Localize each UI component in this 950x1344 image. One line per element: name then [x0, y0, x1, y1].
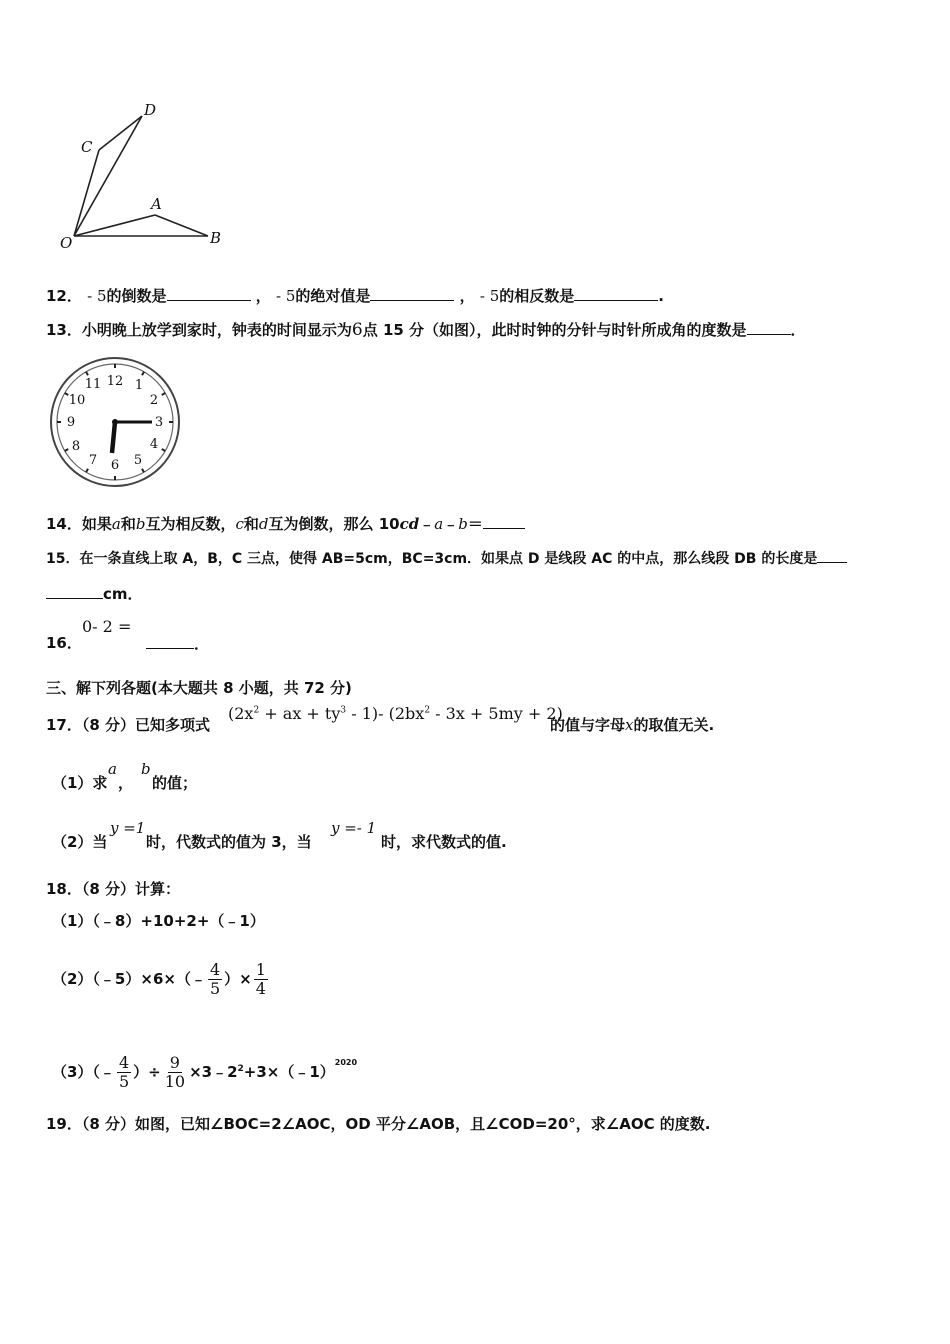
label-d: D — [144, 101, 157, 119]
q17-sep: ， — [118, 774, 134, 792]
angle-figure — [50, 98, 240, 258]
section-3-title: 三、解下列各题(本大题共 8 小题，共 72 分) — [46, 679, 352, 697]
q18-part1: （1）（﹣8）+10+2+（﹣1） — [52, 912, 265, 930]
answer-blank[interactable] — [817, 546, 847, 563]
q17-tail: 的值与字母x的取值无关. — [550, 716, 715, 734]
answer-blank[interactable] — [483, 512, 525, 529]
q17-y2: y =- 1 — [331, 819, 377, 837]
clock-figure — [48, 355, 182, 489]
fraction: $\frac{1}{4}$ — [255, 960, 266, 998]
clock-number: 8 — [71, 439, 81, 454]
clock-number: 1 — [134, 378, 144, 393]
clock-number: 5 — [133, 453, 143, 468]
label-a: A — [151, 195, 162, 213]
q16-expression: 0- 2 = — [82, 617, 132, 636]
clock-number: 11 — [84, 377, 102, 392]
clock-number: 2 — [149, 393, 159, 408]
question-19: 19．（8 分）如图，已知∠BOC=2∠AOC，OD 平分∠AOB，且∠COD=20°，求∠AOC 的度数. — [46, 1115, 711, 1133]
clock-number: 4 — [149, 437, 159, 452]
clock-number: 7 — [88, 453, 98, 468]
q18-part2: （2）（﹣5）×6×（﹣ $\frac{4}{5}$ ）× $\frac{1}{4}$ — [52, 960, 266, 998]
fraction: $\frac{9}{10}$ — [164, 1053, 186, 1091]
label-c: C — [81, 138, 93, 156]
q17-part2-end: 时，求代数式的值. — [381, 833, 507, 851]
answer-blank[interactable] — [574, 284, 658, 301]
clock-number: 6 — [110, 458, 120, 473]
q17-y1: y =1 — [110, 819, 146, 837]
question-13: 13．小明晚上放学到家时，钟表的时间显示为6点 15 分（如图），此时时钟的分针与时针所成角的度数是 ． — [46, 320, 806, 340]
q16-answer: ． — [146, 632, 209, 655]
fraction: $\frac{4}{5}$ — [209, 960, 221, 998]
clock-number: 3 — [154, 415, 164, 430]
answer-blank[interactable] — [146, 632, 194, 649]
fraction: $\frac{4}{5}$ — [118, 1053, 130, 1091]
clock-number: 10 — [68, 393, 86, 408]
q17-var-b: b — [141, 760, 151, 778]
answer-blank[interactable] — [46, 582, 103, 599]
answer-blank[interactable] — [747, 318, 791, 335]
question-15-cont: cm． — [46, 582, 143, 605]
clock-number: 12 — [106, 374, 124, 389]
q18-part3: （3）（﹣ $\frac{4}{5}$ ）÷ $\frac{9}{10}$ $\times 3﹣2^2+3\times(﹣1)^{2020}$ — [52, 1053, 358, 1091]
label-b: B — [210, 229, 222, 247]
hour-hand — [112, 422, 115, 453]
q17-polynomial: ($2x^2$ + ax + $ty^3 - 1)-$ $(2bx^2 - 3x + 5my + 2)$ — [228, 704, 563, 723]
clock-number: 9 — [66, 415, 76, 430]
answer-blank[interactable] — [167, 284, 251, 301]
q17-var-a: a — [108, 760, 117, 778]
q17-part2: （2）当 — [52, 833, 108, 851]
q17-part2-mid: 时，代数式的值为 3，当 — [146, 833, 312, 851]
question-12: 12． - 5的倒数是 ， - 5的绝对值是 ， - 5的相反数是 . — [46, 284, 664, 307]
q17-part1-end: 的值； — [152, 774, 198, 792]
q17-part1: （1）求 — [52, 774, 108, 792]
question-17: 17．（8 分）已知多项式 — [46, 716, 211, 734]
question-16: 16． — [46, 634, 82, 652]
question-18: 18．（8 分）计算： — [46, 880, 181, 898]
answer-blank[interactable] — [370, 284, 454, 301]
label-o: O — [60, 234, 73, 252]
question-14: 14．如果a和b互为相反数，c和d互为倒数，那么 10cd﹣a﹣b＝ — [46, 512, 525, 535]
question-15: 15．在一条直线上取 A，B，C 三点，使得 AB=5cm，BC=3cm．如果点 D 是线段 AC 的中点，那么线段 DB 的长度是 — [46, 546, 847, 570]
